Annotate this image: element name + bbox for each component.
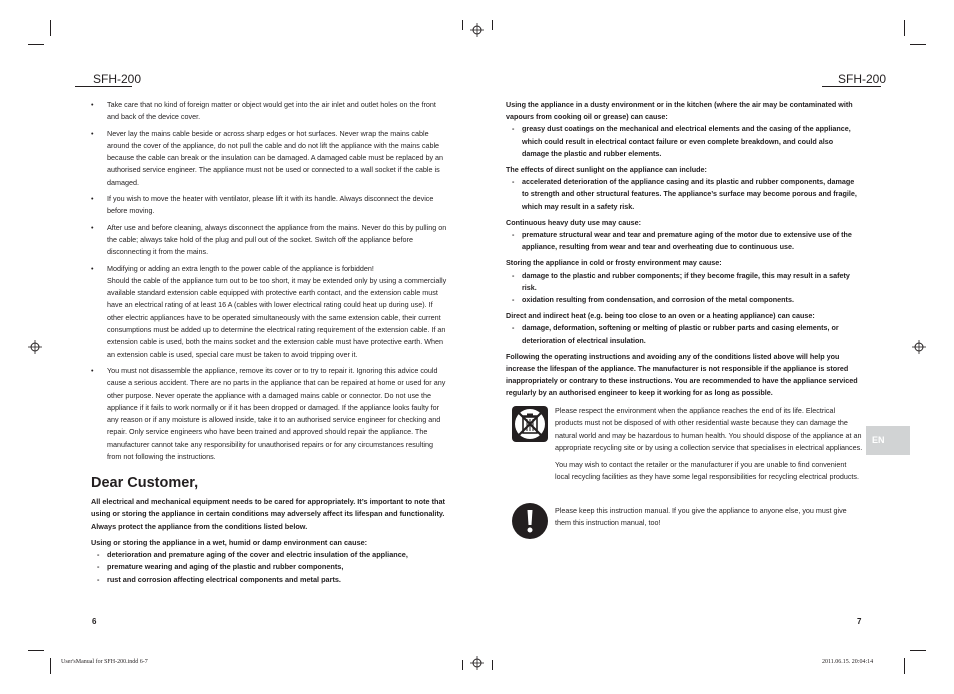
condition-item-text: premature structural wear and tear and premature aging of the motor due to extensive use of the appliance, resulting from wear and tear and overheating due to continuous use.: [522, 230, 852, 252]
closing-paragraph: Following the operating instructions and avoiding any of the conditions listed above will help you increase the lifespan of the appliance. The manufacturer is not responsible if the appliance is stored inappropriately or contrary to these instructions. You are recommended to have the appliance serviced regularly by an authorised engineer to keep it working for as long as possible.: [506, 351, 858, 398]
wet-conditions-title: Using or storing the appliance in a wet, humid or damp environment can cause:: [91, 537, 368, 547]
dash-marker: -: [512, 177, 515, 187]
condition-item: [506, 322, 862, 346]
bullet-marker: •: [91, 365, 94, 375]
condition-section: [506, 310, 862, 347]
model-header-right: SFH-200: [838, 72, 887, 86]
safety-bullet-item: [91, 128, 447, 189]
wet-condition-item: [91, 574, 447, 586]
print-slug-right: 2011.06.15. 20:04:14: [822, 659, 874, 665]
safety-bullet-list: [91, 99, 447, 467]
exclamation-mark-icon: [512, 503, 548, 539]
environment-notice: [555, 405, 863, 489]
crop-mark: [904, 20, 905, 36]
condition-item-text: greasy dust coatings on the mechanical and electrical elements and the casing of the appliance, which could result in electrical contact failure or even complete breakdown, and could also damage the plastic and rubber elements.: [522, 124, 851, 158]
customer-intro-text: All electrical and mechanical equipment needs to be cared for appropriately. It’s important to note that using or storing the appliance in certain conditions may adversely affect its lifespan and functionality. Always protect the appliance from the conditions listed below.: [91, 497, 445, 531]
bullet-marker: •: [91, 222, 94, 232]
dash-marker: -: [512, 230, 515, 240]
crop-mark: [462, 20, 463, 30]
manual-keep-notice: [555, 505, 863, 535]
page-number-right: 7: [857, 617, 862, 626]
condition-item: [506, 270, 862, 294]
registration-mark-icon: [28, 340, 42, 354]
condition-title: Direct and indirect heat (e.g. being too close to an oven or a heating appliance) can cause:: [506, 311, 815, 321]
dash-marker: -: [512, 270, 515, 280]
crossed-out-wheelie-bin-icon: [512, 406, 548, 442]
bullet-text: After use and before cleaning, always disconnect the appliance from the mains. Never do this by pulling on the cable; always take hold of the plug and pull out of the socket. Switch off the appliance before disconnecting it from the mains.: [107, 222, 447, 257]
condition-item: [506, 123, 862, 160]
wet-condition-item: [91, 561, 447, 573]
language-tab: EN: [866, 426, 910, 455]
bullet-marker: •: [91, 194, 94, 204]
customer-intro: [91, 496, 447, 586]
crop-mark: [910, 44, 926, 45]
dash-marker: -: [512, 124, 515, 134]
condition-item-text: damage, deformation, softening or melting of plastic or rubber parts and casing elements, or deterioration of electrical insulation.: [522, 323, 839, 345]
registration-mark-icon: [470, 23, 484, 37]
bullet-marker: •: [91, 100, 94, 109]
crop-mark: [904, 658, 905, 674]
safety-bullet-item: [91, 222, 447, 259]
safety-bullet-item: [91, 365, 447, 463]
crop-mark: [910, 650, 926, 651]
dear-customer-heading: Dear Customer,: [91, 475, 199, 491]
crop-mark: [50, 658, 51, 674]
crop-mark: [492, 20, 493, 30]
crop-mark: [28, 44, 44, 45]
bullet-marker: •: [91, 263, 94, 273]
condition-section: [506, 257, 862, 306]
safety-bullet-item: [91, 193, 447, 218]
bullet-text: If you wish to move the heater with ventilator, please lift it with its handle. Always disconnect the device before moving.: [107, 194, 434, 216]
dash-marker: -: [512, 323, 515, 333]
bullet-text: Never lay the mains cable beside or across sharp edges or hot surfaces. Never wrap the mains cable around the cover of the appliance, do not pull the cable and do not lift the appliance with the mains cable because the cable can break or the insulation can be damaged. A damaged cable must be replaced by an authorised service engineer. The appliance must not be used or connected to a wall socket if the cable is damaged.: [107, 128, 444, 187]
condition-section: [506, 164, 862, 213]
model-header-left: SFH-200: [93, 72, 142, 86]
bullet-text: Modifying or adding an extra length to the power cable of the appliance is forbidden!: [107, 263, 374, 273]
page-number-left: 6: [92, 617, 97, 626]
bullet-text: You must not disassemble the appliance, remove its cover or to try to repair it. Ignoring this advice could cause a serious accident. There are no parts in the appliance that can be repaired at home or used for any other purpose. Never operate the appliance with a damaged mains cable or connector. Do not use the appliance if it fails to work normally or if it has been dropped or damaged. If the appliance looks faulty for any reason or if any moisture is allowed inside, take it to an authorised service engineer for checking and repair. Only service engineers who have been trained and approved should repair the appliance. The manufacturer cannot take any responsibility for unauthorised repairs or for any circumstances resulting from not following the instructions.: [107, 365, 446, 462]
registration-mark-icon: [912, 340, 926, 354]
condition-title: The effects of direct sunlight on the appliance can include:: [506, 165, 707, 175]
condition-item-text: accelerated deterioration of the appliance casing and its plastic and rubber components, damage to strength and other structural features. The appliance’s surface may become porous and fragile, which may result in a safety risk.: [522, 177, 857, 211]
header-rule-left: [75, 86, 132, 87]
dash-marker: -: [512, 295, 515, 305]
condition-title: Continuous heavy duty use may cause:: [506, 217, 642, 227]
bullet-text: Take care that no kind of foreign matter or object would get into the air inlet and outlet holes on the front and back of the device cover.: [107, 100, 436, 122]
safety-bullet-item: [91, 263, 447, 361]
wet-condition-item: [91, 549, 447, 561]
dash-marker: -: [97, 574, 100, 584]
condition-section: [506, 217, 862, 254]
condition-item: [506, 176, 862, 213]
print-slug-left: User'sManual for SFH-200.indd 6-7: [61, 659, 148, 665]
condition-item: [506, 229, 862, 253]
condition-item-text: oxidation resulting from condensation, and corrosion of the metal components.: [522, 295, 794, 305]
bullet-text: Should the cable of the appliance turn out to be too short, it may be extended only by using a commercially available standard extension cable equipped with protective earth contact, and the extension cable must have an electrical rating of at least 16 A (cables with lower electrical rating could heat up during use). If other electric appliances have to be operated simultaneously with the same extension cable, their current consumptions must be added up to determine the electrical rating requirement of the extension cable. If an extension cable is used, both the mains socket and the extension cable must have protective earth. When an extension cable is used, special care must be taken to avoid tripping over it.: [107, 275, 447, 359]
environment-text-1: Please respect the environment when the appliance reaches the end of its life. Electrical products must not be disposed of with other residential waste because they can damage the natural world and may be hazardous to human health. You should dispose of the appliance at an appropriate recycling site or by using a collection service that specialises in electrical appliances.: [555, 406, 863, 452]
wet-condition-text: rust and corrosion affecting electrical components and metal parts.: [107, 574, 341, 584]
wet-condition-text: premature wearing and aging of the plastic and rubber components,: [107, 562, 344, 572]
conditions-column: [506, 99, 862, 400]
safety-bullet-item: [91, 99, 447, 124]
crop-mark: [28, 650, 44, 651]
condition-item: [506, 294, 862, 306]
bullet-marker: •: [91, 128, 94, 138]
condition-title: Using the appliance in a dusty environment or in the kitchen (where the air may be contaminated with vapours from cooking oil or grease) can cause:: [506, 100, 853, 122]
dash-marker: -: [97, 550, 100, 560]
condition-section: [506, 99, 862, 160]
registration-mark-icon: [470, 656, 484, 670]
dash-marker: -: [97, 562, 100, 572]
condition-title: Storing the appliance in cold or frosty environment may cause:: [506, 258, 722, 268]
manual-keep-text: Please keep this instruction manual. If you give the appliance to anyone else, you must give them this instruction manual, too!: [555, 506, 847, 528]
crop-mark: [492, 660, 493, 670]
condition-item-text: damage to the plastic and rubber components; if they become fragile, this may result in a safety risk.: [522, 270, 850, 292]
wet-condition-text: deterioration and premature aging of the cover and electric insulation of the appliance,: [107, 550, 408, 560]
environment-text-2: You may wish to contact the retailer or the manufacturer if you are unable to find convenient local recycling facilities as they have some legal responsibilities for recycling electrical products.: [555, 460, 860, 482]
crop-mark: [462, 660, 463, 670]
crop-mark: [50, 20, 51, 36]
header-rule-right: [822, 86, 881, 87]
